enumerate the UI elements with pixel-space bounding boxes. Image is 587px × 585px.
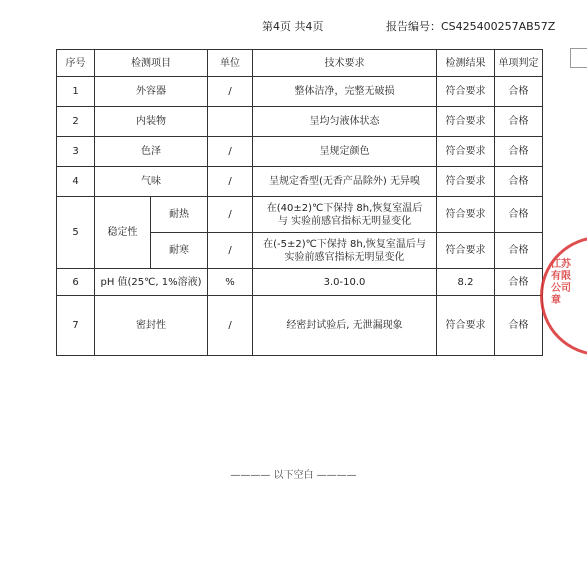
- row-verdict: 合格: [495, 233, 543, 269]
- row-no: 3: [57, 137, 95, 167]
- row-unit: /: [208, 233, 253, 269]
- row-requirement: 整体洁净，完整无破损: [253, 77, 437, 107]
- row-verdict: 合格: [495, 296, 543, 356]
- requirement-line: 在(40±2)℃下保持 8h,恢复室温后: [266, 202, 423, 214]
- table-header-row: [57, 50, 543, 77]
- report-number: 报告编号：CS425400257AB57Z: [386, 20, 556, 33]
- row-unit: /: [208, 137, 253, 167]
- company-seal-stamp: [540, 236, 587, 356]
- table-row: [57, 77, 543, 107]
- row-item: 色泽: [95, 137, 208, 167]
- row-result: 符合要求: [437, 167, 495, 197]
- row-item: 稳定性: [95, 197, 151, 269]
- header-requirement: 技术要求: [253, 50, 437, 77]
- header-item: 检测项目: [95, 50, 208, 77]
- row-result: 符合要求: [437, 107, 495, 137]
- row-result: 符合要求: [437, 77, 495, 107]
- row-item: 内装物: [95, 107, 208, 137]
- row-result: 8.2: [437, 269, 495, 296]
- row-unit: /: [208, 167, 253, 197]
- row-item: 气味: [95, 167, 208, 197]
- row-verdict: 合格: [495, 197, 543, 233]
- row-requirement: 3.0-10.0: [253, 269, 437, 296]
- row-unit: [208, 107, 253, 137]
- header-unit: 单位: [208, 50, 253, 77]
- row-requirement: [253, 197, 437, 233]
- row-result: 符合要求: [437, 296, 495, 356]
- row-item: pH 值(25℃, 1%溶液): [95, 269, 208, 296]
- row-requirement: 呈均匀液体状态: [253, 107, 437, 137]
- row-no: 5: [57, 197, 95, 269]
- row-item: 外容器: [95, 77, 208, 107]
- table-row-ph: [57, 269, 543, 296]
- row-requirement: [253, 233, 437, 269]
- table-row-sealing: [57, 296, 543, 356]
- blank-below-note: ———— 以下空白 ————: [230, 470, 357, 481]
- table-row: [57, 137, 543, 167]
- page-header: [0, 18, 587, 34]
- header-no: 序号: [57, 50, 95, 77]
- requirement-line: 与 实验前感官指标无明显变化: [277, 215, 412, 227]
- row-result: 符合要求: [437, 233, 495, 269]
- row-subitem: 耐热: [151, 197, 208, 233]
- row-no: 2: [57, 107, 95, 137]
- row-requirement: 经密封试验后, 无泄漏现象: [253, 296, 437, 356]
- row-no: 1: [57, 77, 95, 107]
- row-requirement: 呈规定颜色: [253, 137, 437, 167]
- row-verdict: 合格: [495, 269, 543, 296]
- row-verdict: 合格: [495, 107, 543, 137]
- row-requirement: 呈规定香型(无香产品除外) 无异嗅: [253, 167, 437, 197]
- row-verdict: 合格: [495, 137, 543, 167]
- header-result: 检测结果: [437, 50, 495, 77]
- row-unit: /: [208, 197, 253, 233]
- row-result: 符合要求: [437, 137, 495, 167]
- page-number: 第4页 共4页: [262, 20, 324, 33]
- table-row: [57, 107, 543, 137]
- requirement-line: 实验前感官指标无明显变化: [284, 251, 405, 263]
- seal-text: 江苏有限公司章: [551, 259, 571, 306]
- row-no: 7: [57, 296, 95, 356]
- row-item: 密封性: [95, 296, 208, 356]
- table-row: [57, 167, 543, 197]
- row-unit: /: [208, 296, 253, 356]
- row-no: 6: [57, 269, 95, 296]
- row-unit: %: [208, 269, 253, 296]
- requirement-line: 在(-5±2)℃下保持 8h,恢复室温后与: [263, 238, 426, 250]
- row-subitem: 耐寒: [151, 233, 208, 269]
- inspection-table: [56, 49, 543, 356]
- row-verdict: 合格: [495, 77, 543, 107]
- row-no: 4: [57, 167, 95, 197]
- page-corner-tab: [570, 48, 587, 68]
- row-unit: /: [208, 77, 253, 107]
- row-verdict: 合格: [495, 167, 543, 197]
- header-verdict: 单项判定: [495, 50, 543, 77]
- table-row-stability-heat: [57, 197, 543, 233]
- row-result: 符合要求: [437, 197, 495, 233]
